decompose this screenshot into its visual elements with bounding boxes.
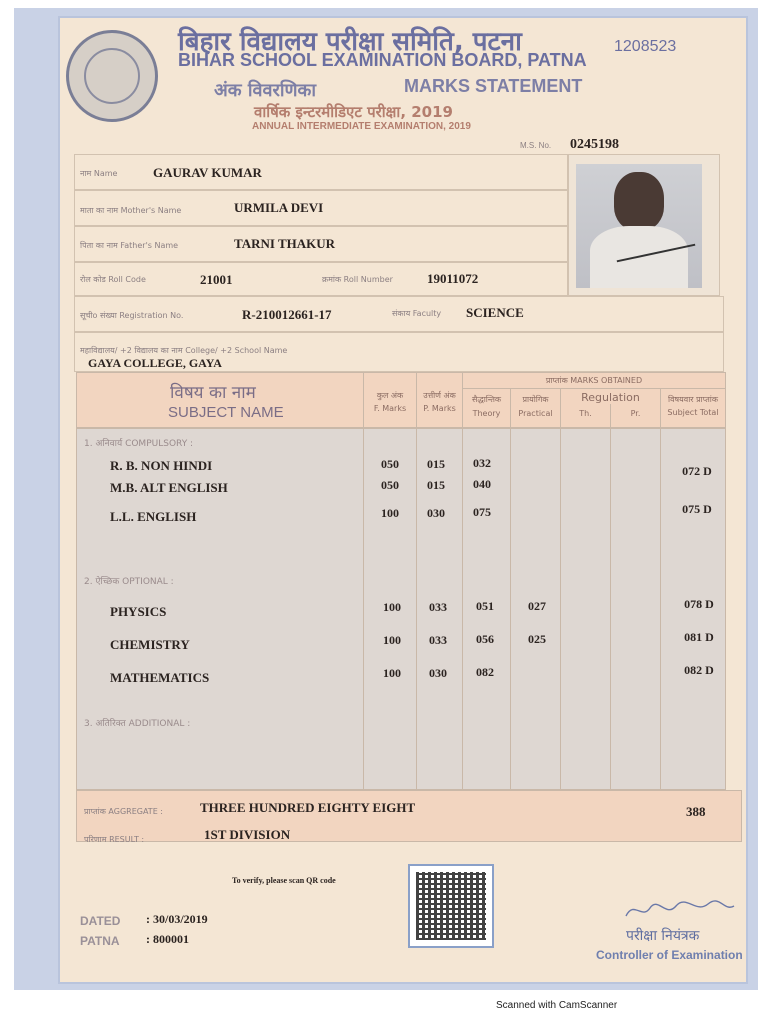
- pass-marks-hindi: उत्तीर्ण अंक: [423, 391, 456, 400]
- theory-header: Theory: [472, 409, 501, 418]
- dated-label: DATED: [80, 914, 121, 928]
- controller-title-english: Controller of Examination: [596, 948, 743, 962]
- college-name: GAYA COLLEGE, GAYA: [88, 356, 222, 370]
- theory-cell: 040: [473, 477, 491, 491]
- subject-total-cell: 082 D: [684, 663, 714, 677]
- father-name-label: पिता का नाम Father's Name: [80, 241, 179, 250]
- roll-row: [74, 262, 568, 296]
- regulation-theory-header: Th.: [579, 409, 592, 418]
- optional-group-label: 2. ऐच्छिक OPTIONAL :: [84, 577, 174, 587]
- compulsory-group-total: 072 D: [682, 464, 712, 478]
- subject-row-name: CHEMISTRY: [110, 637, 190, 652]
- pass-marks-cell: 030: [427, 506, 445, 520]
- mother-name: URMILA DEVI: [234, 200, 324, 215]
- subject-row-name: MATHEMATICS: [110, 670, 210, 685]
- col-divider: [416, 372, 417, 790]
- regulation-header: Regulation: [581, 391, 640, 404]
- practical-hindi: प्रायोगिक: [522, 395, 549, 404]
- theory-cell: 056: [476, 632, 494, 646]
- college-label: महाविद्यालय/ +2 विद्यालय का नाम College/ +2 School Name: [80, 346, 288, 355]
- roll-number-label: क्रमांक Roll Number: [322, 275, 393, 284]
- full-marks-hindi: कुल अंक: [376, 391, 404, 400]
- aggregate-label: प्राप्तांक AGGREGATE :: [84, 807, 163, 816]
- compulsory-group-label: 1. अनिवार्य COMPULSORY :: [84, 439, 194, 449]
- serial-number: 1208523: [614, 38, 677, 55]
- subject-total-cell: 075 D: [682, 502, 712, 516]
- aggregate-in-words: THREE HUNDRED EIGHTY EIGHT: [200, 800, 416, 815]
- faculty-label: संकाय Faculty: [392, 309, 442, 318]
- controller-title-hindi: परीक्षा नियंत्रक: [626, 928, 700, 944]
- subject-name-header: SUBJECT NAME: [168, 404, 284, 421]
- roll-code: 21001: [200, 272, 233, 287]
- subject-row-name: L.L. ENGLISH: [110, 509, 197, 524]
- col-divider: [462, 372, 463, 790]
- name-label: नाम Name: [80, 169, 118, 178]
- practical-cell: 025: [528, 632, 546, 646]
- roll-code-label: रोल कोड Roll Code: [80, 275, 146, 284]
- student-name: GAURAV KUMAR: [153, 165, 262, 180]
- practical-cell: 027: [528, 599, 546, 613]
- result-division: 1ST DIVISION: [204, 827, 291, 842]
- marks-obtained-header: प्राप्तांक MARKS OBTAINED: [545, 376, 643, 385]
- scanner-watermark: Scanned with CamScanner: [496, 1000, 618, 1011]
- pass-marks-cell: 030: [429, 666, 447, 680]
- registration-label: सूचीo संख्या Registration No.: [80, 311, 184, 320]
- place-code: : 800001: [146, 932, 189, 946]
- ms-number: 0245198: [570, 137, 619, 152]
- result-label: परिणाम RESULT :: [84, 835, 145, 844]
- subject-name-hindi: विषय का नाम: [170, 383, 256, 403]
- subject-row-name: PHYSICS: [110, 604, 167, 619]
- subject-row-name: R. B. NON HINDI: [110, 458, 213, 473]
- col-divider: [610, 404, 611, 790]
- controller-signature: [620, 894, 740, 926]
- subject-total-hindi: विषयवार प्राप्तांक: [668, 395, 718, 404]
- pass-marks-header: P. Marks: [423, 404, 456, 413]
- aggregate-total: 388: [686, 804, 706, 819]
- qr-code-icon[interactable]: [416, 872, 486, 940]
- full-marks-cell: 100: [383, 666, 401, 680]
- board-name-english: BIHAR SCHOOL EXAMINATION BOARD, PATNA: [178, 50, 587, 70]
- board-seal-inner-icon: [84, 48, 140, 104]
- place-label: PATNA: [80, 934, 120, 948]
- practical-header: Practical: [518, 409, 553, 418]
- theory-cell: 082: [476, 665, 494, 679]
- full-marks-header: F. Marks: [373, 404, 407, 413]
- pass-marks-cell: 033: [429, 633, 447, 647]
- theory-hindi: सैद्धान्तिक: [471, 395, 502, 404]
- subject-total-header: Subject Total: [667, 408, 719, 417]
- mother-name-label: माता का नाम Mother's Name: [80, 206, 182, 215]
- subject-row-name: M.B. ALT ENGLISH: [110, 480, 228, 495]
- pass-marks-cell: 033: [429, 600, 447, 614]
- board-name-hindi: बिहार विद्यालय परीक्षा समिति, पटना: [178, 27, 522, 57]
- theory-cell: 051: [476, 599, 494, 613]
- regulation-practical-header: Pr.: [630, 409, 641, 418]
- col-divider: [363, 372, 364, 790]
- faculty: SCIENCE: [466, 305, 524, 320]
- pass-marks-cell: 015: [427, 478, 445, 492]
- student-photo: [576, 164, 702, 288]
- full-marks-cell: 100: [383, 600, 401, 614]
- col-divider: [560, 388, 561, 790]
- full-marks-cell: 100: [383, 633, 401, 647]
- full-marks-cell: 050: [381, 478, 399, 492]
- subject-total-cell: 081 D: [684, 630, 714, 644]
- exam-title-hindi: वार्षिक इन्टरमीडिएट परीक्षा, 2019: [254, 103, 453, 121]
- col-divider: [510, 388, 511, 790]
- verify-instruction: To verify, please scan QR code: [232, 876, 336, 885]
- exam-title-english: ANNUAL INTERMEDIATE EXAMINATION, 2019: [252, 121, 471, 132]
- subject-total-cell: 078 D: [684, 597, 714, 611]
- issue-date: : 30/03/2019: [146, 912, 208, 926]
- header-divider: [462, 388, 726, 389]
- pass-marks-cell: 015: [427, 457, 445, 471]
- statement-title-english: MARKS STATEMENT: [404, 76, 583, 96]
- roll-number: 19011072: [427, 271, 479, 286]
- theory-cell: 032: [473, 456, 491, 470]
- father-name: TARNI THAKUR: [234, 236, 336, 251]
- col-divider: [660, 388, 661, 790]
- full-marks-cell: 100: [381, 506, 399, 520]
- registration-number: R-210012661-17: [242, 307, 332, 322]
- name-row: [74, 154, 568, 190]
- theory-cell: 075: [473, 505, 491, 519]
- statement-title-hindi: अंक विवरणिका: [214, 80, 317, 101]
- additional-group-label: 3. अतिरिक्त ADDITIONAL :: [84, 719, 191, 729]
- aggregate-band: [76, 790, 742, 842]
- ms-number-label: M.S. No.: [520, 141, 552, 150]
- full-marks-cell: 050: [381, 457, 399, 471]
